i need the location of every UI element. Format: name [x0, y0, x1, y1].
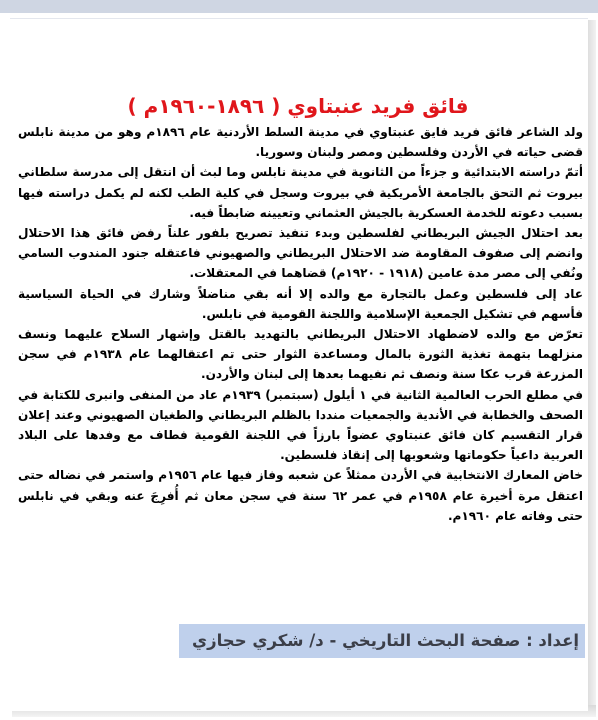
paragraph-ww2: في مطلع الحرب العالمية الثانية في ١ أيلول (سبتمبر) ١٩٣٩م عاد من المنفى وانبرى للكتابة في الصحف والخطابة في الأندية والجمعيات منددا بالظلم البريطاني والطغيان الصهيوني وعند إعلان قرار التقسيم كان فائق عنبتاوي عضواً بارزاً في اللجنة القومية فطاف مع وفدها على البلاد العربية داعياً حكوماتها وشعوبها إلى إنقاذ فلسطين. — [18, 387, 583, 463]
paragraph-education: أتمّ دراسته الابتدائية و جزءاً من الثانوية في مدينة نابلس وما لبث أن انتقل إلى مدرسة سلطاني بيروت ثم التحق بالجامعة الأمريكية في بيروت وسجل في كلية الطب لكنه لم يكمل دراسته فيها بسبب دعوته للخدمة العسكرية بالجيش العثماني وتعيينه ضابطاً فيه. — [18, 165, 583, 220]
article-body — [18, 122, 583, 622]
paragraph-persecution: تعرّض مع والده لاضطهاد الاحتلال البريطاني بالتهديد بالقتل وإشهار السلاح عليهما ونسف منزلهما بتهمة تغذية الثورة بالمال ومساعدة الثوار حتى تم اعتقالهما عام ١٩٣٨م في سجن المزرعة قرب عكا سنة ونصف ثم نفيهما بعدها إلى لبنان والأردن. — [18, 327, 583, 382]
paragraph-birth: ولد الشاعر فائق فريد فايق عنبتاوي في مدينة السلط الأردنية عام ١٨٩٦م وهو من مدينة نابلس قضى حياته في الأردن وفلسطين ومصر ولبنان وسوريا. — [18, 125, 583, 160]
paragraph-resistance: بعد احتلال الجيش البريطاني لفلسطين وبدء تنفيذ تصريح بلفور علناً رفض فائق هذا الاحتلال وانضم إلى صفوف المقاومة ضد الاحتلال البريطاني والصهيوني فاعتقله جنود المندوب السامي ونُفي إلى مصر مدة عامين (١٩١٨ - ١٩٢٠م) قضاهما في المعتقلات. — [18, 226, 583, 281]
credit-banner: إعداد : صفحة البحث التاريخي - د/ شكري حجازي — [179, 624, 585, 658]
top-gray-bar — [0, 0, 598, 13]
paragraph-elections: خاض المعارك الانتخابية في الأردن ممثلاً عن شعبه وفاز فيها عام ١٩٥٦م واستمر في نضاله حتى اعتقل مرة أخيرة عام ١٩٥٨م في عمر ٦٢ سنة في سجن معان ثم أُفرِجَ عنه وبقي في نابلس حتى وفاته عام ١٩٦٠م. — [18, 468, 583, 523]
paragraph-return: عاد إلى فلسطين وعمل بالتجارة مع والده إلا أنه بقي مناضلاً وشارك في الحياة السياسية فأسهم في تشكيل الجمعية الإسلامية واللجنة القومية في نابلس. — [18, 286, 583, 321]
article-title: فائق فريد عنبتاوي ( ١٨٩٦-١٩٦٠م ) — [127, 94, 469, 118]
